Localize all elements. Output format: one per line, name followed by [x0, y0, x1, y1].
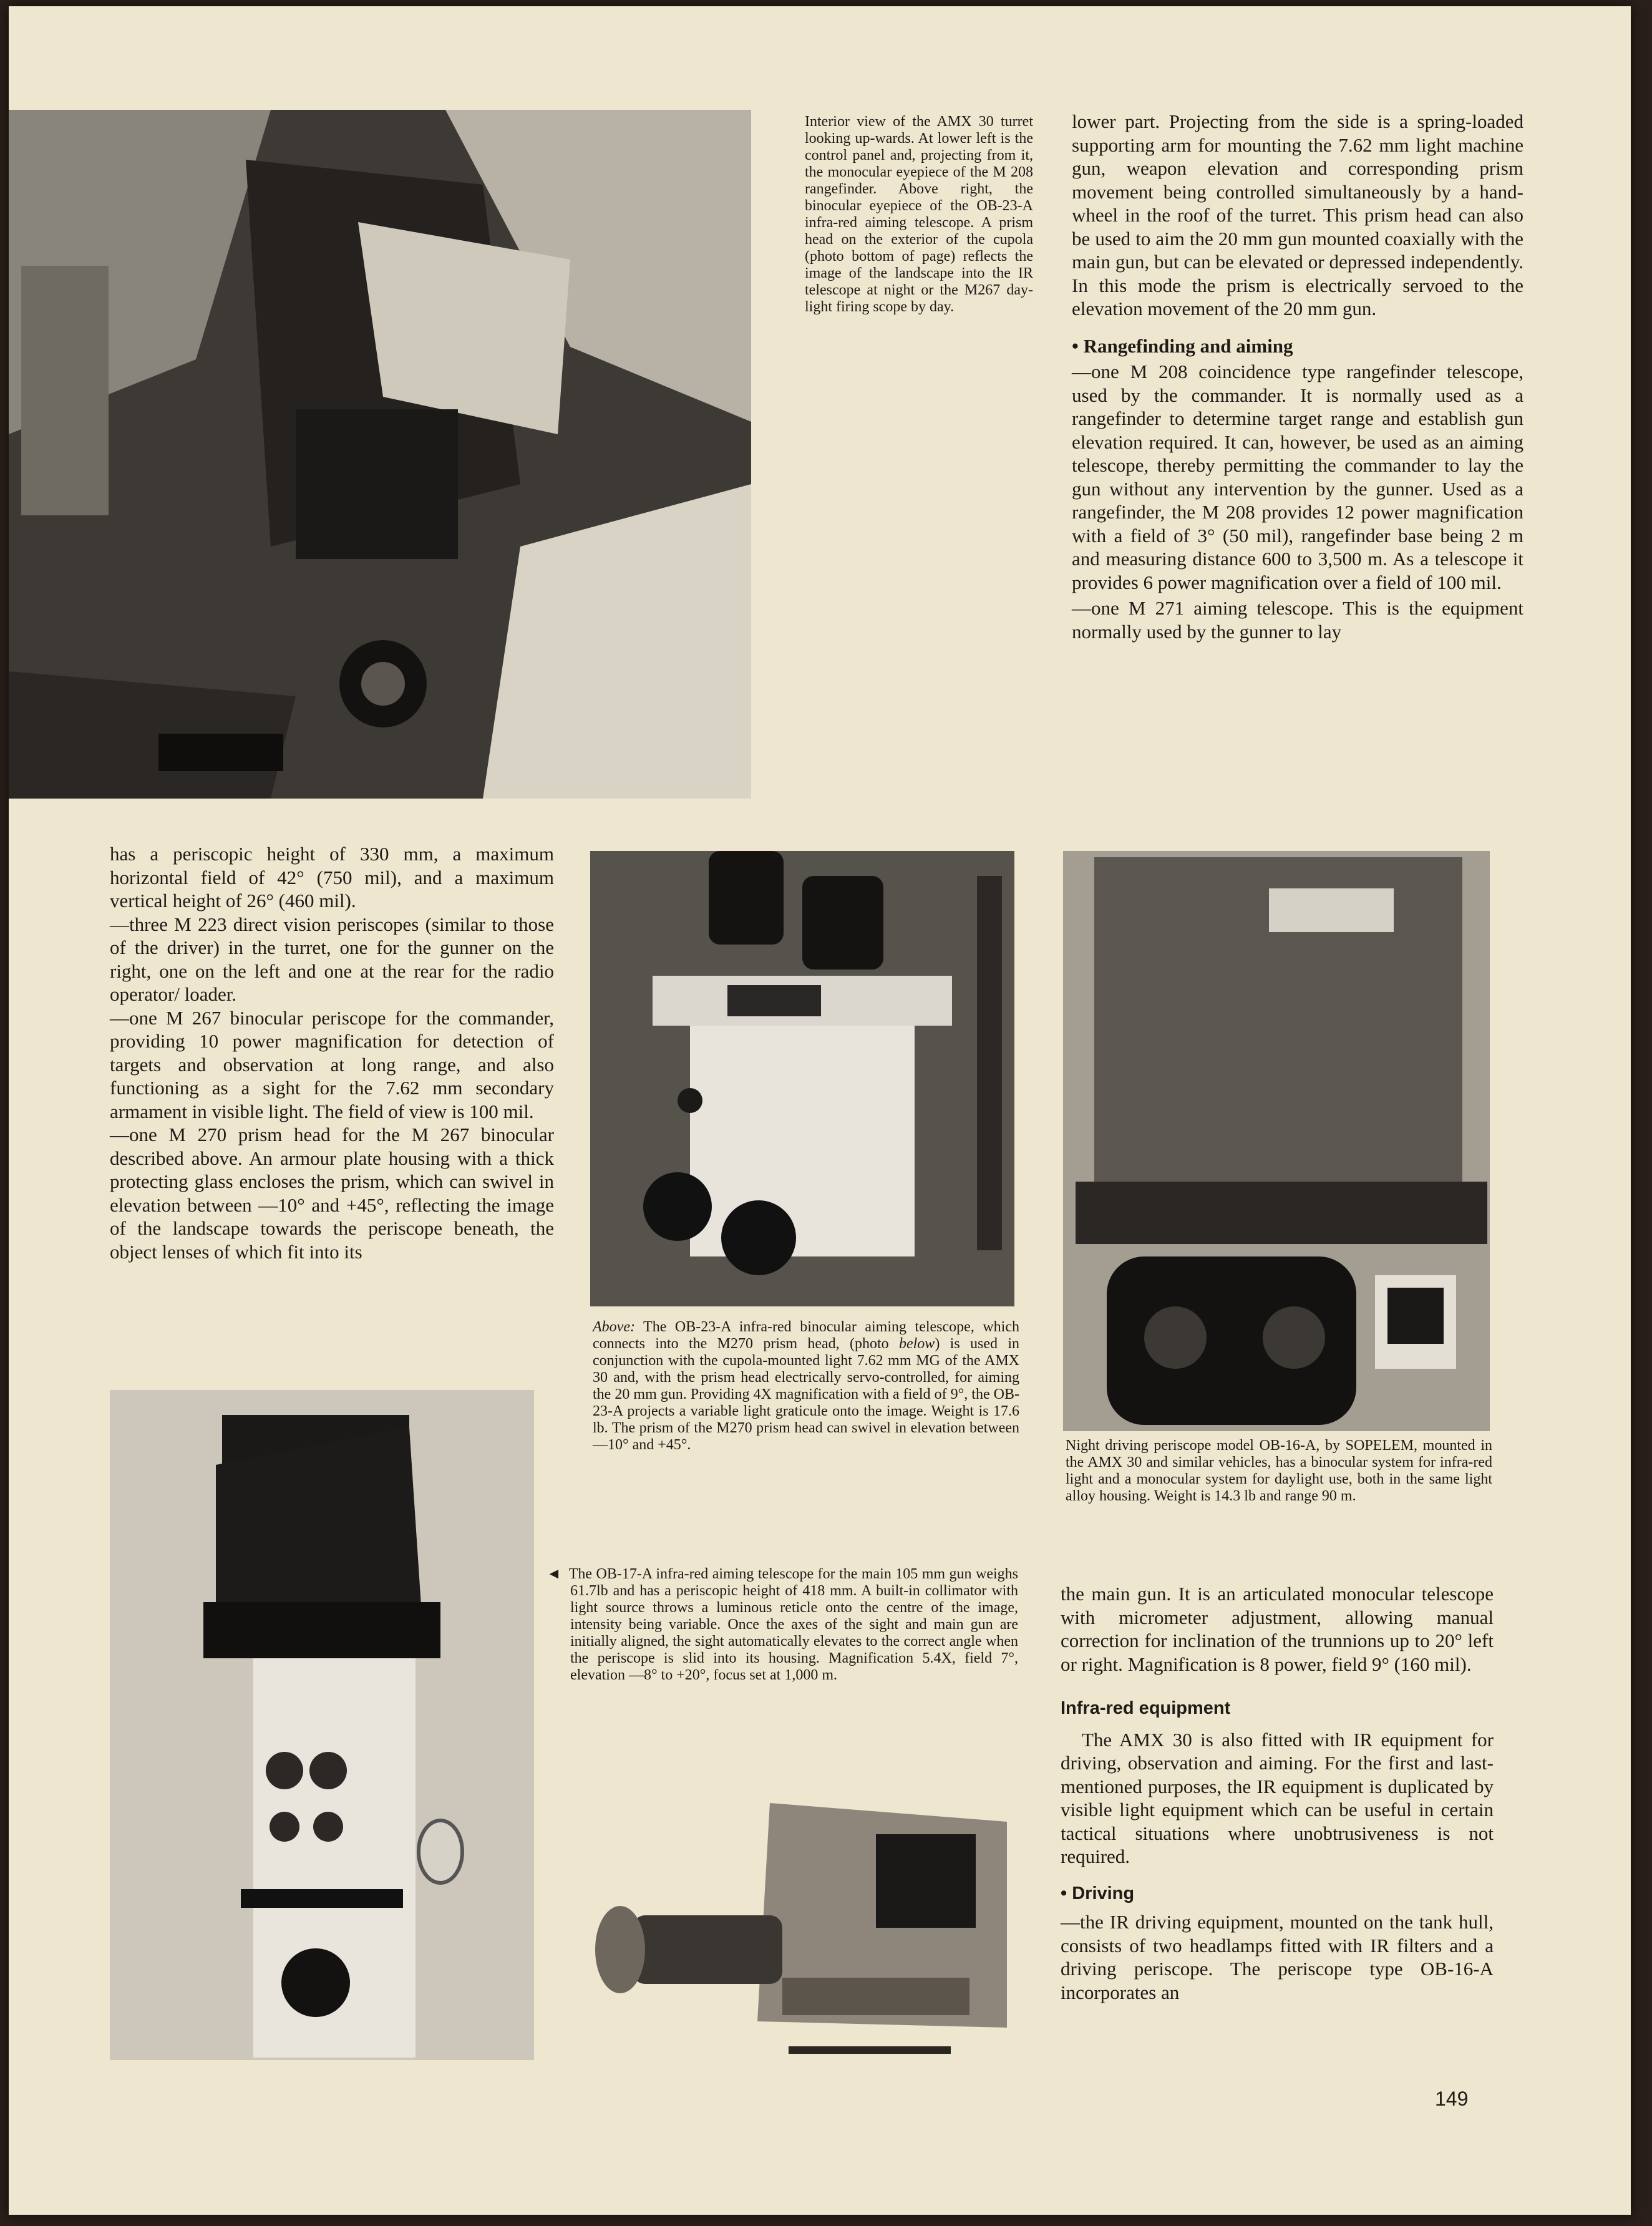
- column-right-bottom: [1061, 1582, 1494, 2004]
- caption-ob16a: Night driving periscope model OB-16-A, by SOPELEM, mounted in the AMX 30 and similar vehicles, has a binocular system for infra-red light and a monocular system for daylight use, both in the same light alloy housing. Weight is 14.3 lb and range 90 m.: [1066, 1437, 1492, 1504]
- arrow-left-icon: ◄: [547, 1566, 561, 1582]
- caption-text: ) is used in conjunction with the cupola-mounted light 7.62 mm MG of the AMX 30 and, with the prism head electrically servo-controlled, for aiming the 20 mm gun. Providing 4X magnification with a field of 9°, the OB-23-A projects a variable light graticule onto the image. Weight is 17.6 lb. The prism of the M270 prism head can swivel in elevation between —10° and +45°.: [593, 1336, 1019, 1453]
- paragraph: —one M 271 aiming telescope. This is the equipment normally used by the gunner to lay: [1072, 597, 1523, 643]
- paragraph: has a periscopic height of 330 mm, a maximum horizontal field of 42° (750 mil), and a maximum vertical height of 26° (460 mil).: [110, 843, 554, 911]
- section-heading-infrared: Infra-red equipment: [1061, 1698, 1231, 1718]
- caption-ob23a: [593, 1319, 1019, 1454]
- section-heading-driving: • Driving: [1061, 1883, 1135, 1903]
- caption-lead: Above:: [593, 1319, 635, 1335]
- column-left-middle: [110, 842, 554, 1263]
- ob23a-telescope-photo: [590, 851, 1014, 1306]
- ob17a-telescope-photo: [110, 1390, 534, 2060]
- paragraph: —one M 267 binocular periscope for the commander, providing 10 power magnification for detection of targets and observation at long range, and also functioning as a sight for the 7.62 mm secondary armament in visible light. The field of view is 100 mil.: [110, 1006, 554, 1122]
- caption-text: The OB-23-A infra-red binocular aiming telescope, which connects into the M270 prism head, (photo: [593, 1319, 1019, 1352]
- paragraph: lower part. Projecting from the side is a spring-loaded supporting arm for mounting the 7.62 mm light machine gun, weapon elevation and corresponding prism movement being controlled simultaneously by a hand-wheel in the roof of the turret. This prism head can also be used to aim the 20 mm gun mounted coaxially with the main gun, but can be elevated or depressed independently. In this mode the prism is electrically servoed to the elevation movement of the 20 mm gun.: [1072, 110, 1523, 319]
- paragraph: —three M 223 direct vision periscopes (similar to those of the driver) in the turret, one for the gunner on the right, one on the left and one at the rear for the radio operator/ loader.: [110, 913, 554, 1005]
- caption-emphasis: below: [898, 1336, 935, 1352]
- section-heading-rangefinding: • Rangefinding and aiming: [1072, 334, 1293, 357]
- page-number: 149: [1435, 2087, 1469, 2110]
- caption-ob17a: [547, 1566, 1018, 1684]
- paragraph: the main gun. It is an articulated monocular telescope with micrometer adjustment, allowing manual correction for inclination of the trunnions up to 20° left or right. Magnification is 8 power, field 9° (160 mil).: [1061, 1583, 1494, 1675]
- column-right-top: [1072, 110, 1523, 643]
- paragraph: —one M 270 prism head for the M 267 binocular described above. An armour plate housing with a thick protecting glass encloses the prism, which can swivel in elevation between —10° and +45°, reflecting the image of the landscape towards the periscope beneath, the object lenses of which fit into its: [110, 1124, 554, 1263]
- ob16a-periscope-photo: [1063, 851, 1490, 1431]
- paragraph: The AMX 30 is also fitted with IR equipment for driving, observation and aiming. For the first and last-mentioned purposes, the IR equipment is duplicated by visible light equipment which can be useful in certain tactical situations where unobtrusiveness is not required.: [1061, 1728, 1494, 1867]
- paragraph: —the IR driving equipment, mounted on the tank hull, consists of two headlamps fitted with IR filters and a driving periscope. The periscope type OB-16-A incorporates an: [1061, 1911, 1494, 2003]
- caption-turret-interior: Interior view of the AMX 30 turret looking up-wards. At lower left is the control panel and, projecting from it, the monocular eyepiece of the M 208 rangefinder. Above right, the binocular eyepiece of the OB-23-A infra-red aiming telescope. A prism head on the exterior of the cupola (photo bottom of page) reflects the image of the landscape into the IR telescope at night or the M267 day-light firing scope by day.: [805, 114, 1033, 315]
- paragraph: —one M 208 coincidence type rangefinder telescope, used by the commander. It is normally used as a rangefinder to determine target range and establish gun elevation required. It can, however, be used as an aiming telescope, thereby permitting the commander to lay the gun without any intervention by the gunner. Used as a rangefinder, the M 208 provides 12 power magnification with a field of 3° (50 mil), rangefinder base being 2 m and measuring distance 600 to 3,500 m. As a telescope it provides 6 power magnification over a field of 100 mil.: [1072, 361, 1523, 593]
- collimator-device-photo: [583, 1791, 1019, 2065]
- caption-text: The OB-17-A infra-red aiming telescope for the main 105 mm gun weighs 61.7lb and has a periscopic height of 418 mm. A built-in collimator with light source throws a luminous reticle onto the centre of the image, intensity being variable. Once the axes of the sight and main gun are initially aligned, the sight automatically elevates to the correct angle when the periscope is slid into its housing. Magnification 5.4X, field 7°, elevation —8° to +20°, focus set at 1,000 m.: [568, 1566, 1018, 1683]
- magazine-page: [9, 6, 1631, 2215]
- turret-interior-photo: [9, 110, 751, 799]
